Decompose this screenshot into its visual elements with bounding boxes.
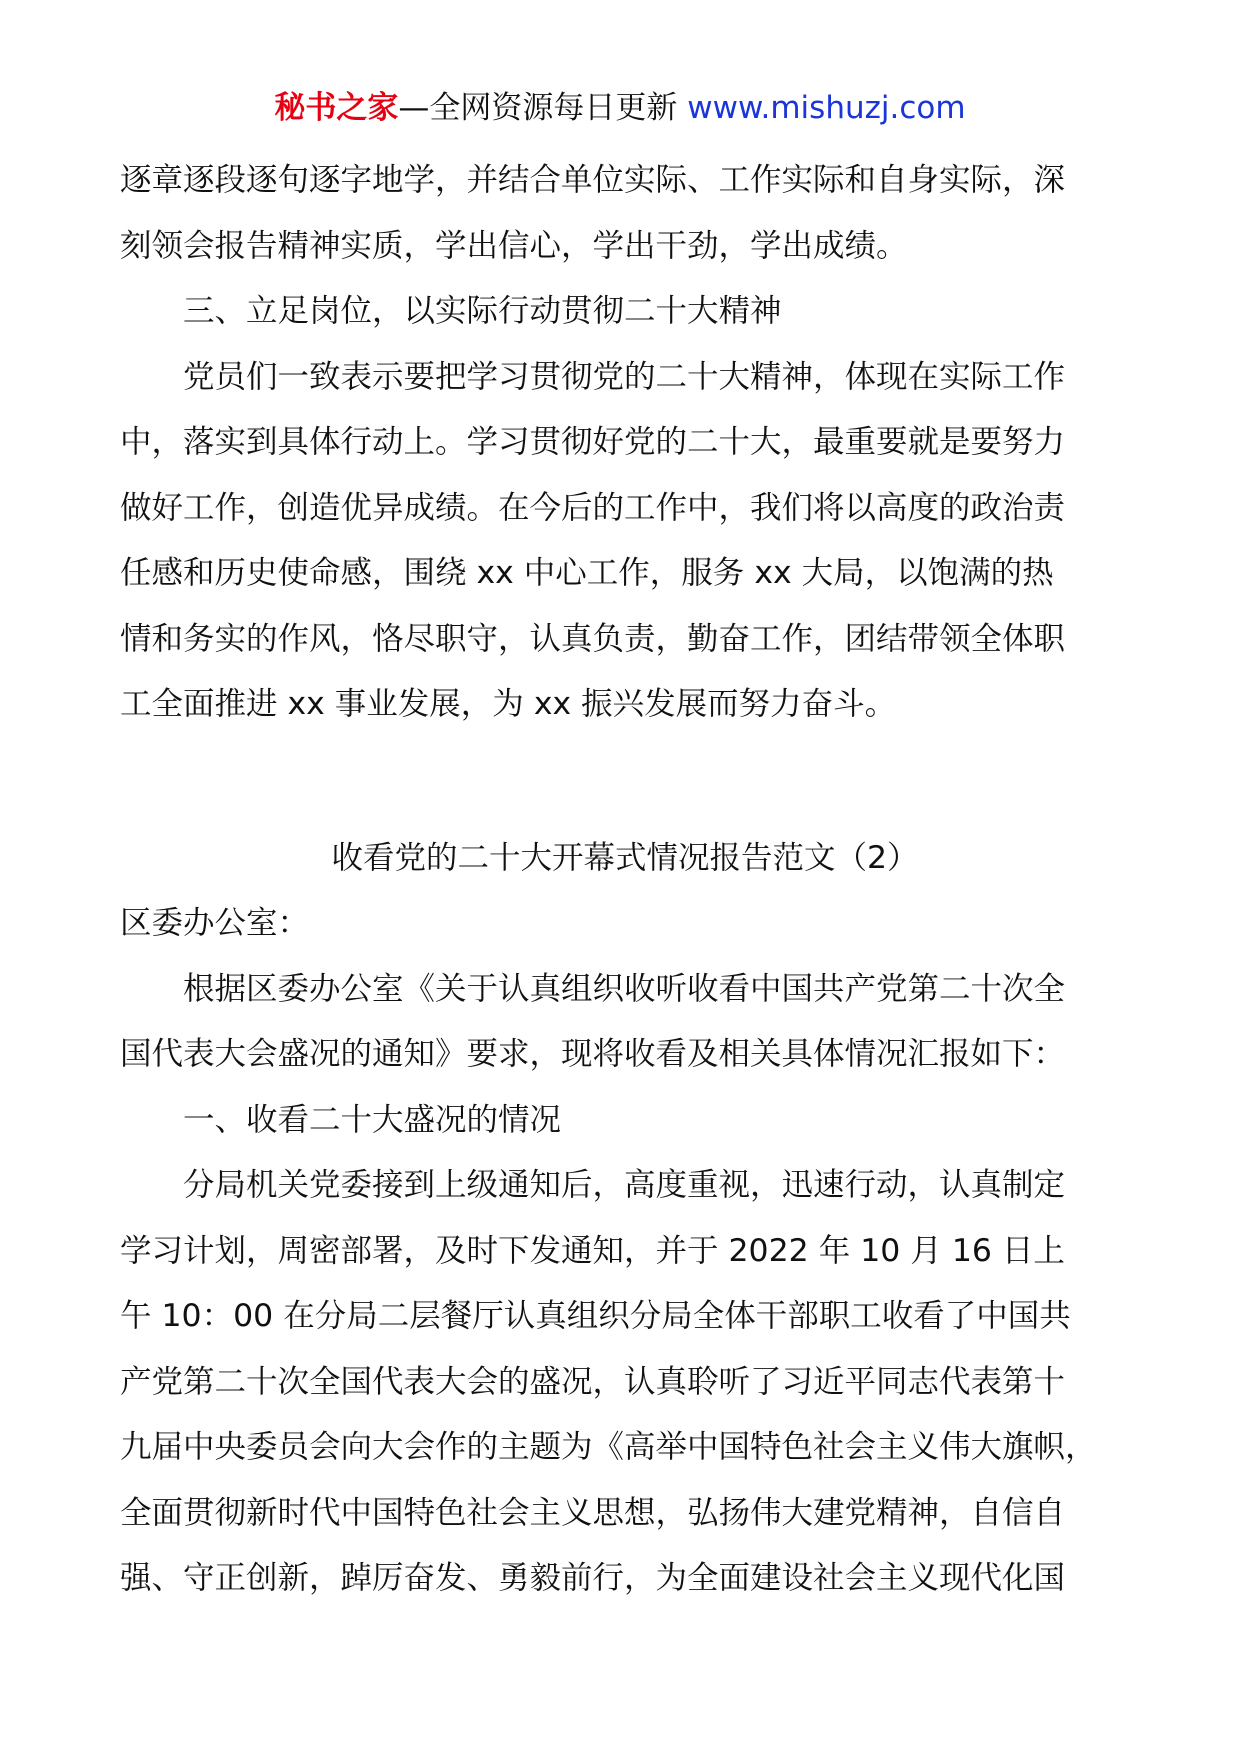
paragraph-line: 分局机关党委接到上级通知后，高度重视，迅速行动，认真制定 xyxy=(183,1167,1066,1203)
document-body xyxy=(120,148,1130,1612)
paragraph-line: 情和务实的作风，恪尽职守，认真负责，勤奋工作，团结带领全体职 xyxy=(120,620,1066,657)
paragraph-line: 党员们一致表示要把学习贯彻党的二十大精神，体现在实际工作 xyxy=(183,358,1066,395)
paragraph-line: 全面贯彻新时代中国特色社会主义思想，弘扬伟大建党精神，自信自 xyxy=(120,1494,1066,1531)
paragraph-line: 国代表大会盛况的通知》要求，现将收看及相关具体情况汇报如下： xyxy=(120,1036,1066,1072)
paragraph-line: 九届中央委员会向大会作的主题为《高举中国特色社会主义伟大旗帜， xyxy=(120,1429,1097,1465)
paragraph-line: 根据区委办公室《关于认真组织收听收看中国共产党第二十次全 xyxy=(183,970,1066,1007)
site-header xyxy=(0,86,1240,130)
site-url-link[interactable]: www.mishuzj.com xyxy=(687,90,966,126)
paragraph-line: 做好工作，创造优异成绩。在今后的工作中，我们将以高度的政治责 xyxy=(120,489,1066,526)
header-tagline: —全网资源每日更新 xyxy=(398,90,688,126)
paragraph-line: 产党第二十次全国代表大会的盛况，认真聆听了习近平同志代表第十 xyxy=(120,1363,1066,1400)
paragraph-line: 午 10：00 在分局二层餐厅认真组织分局全体干部职工收看了中国共 xyxy=(120,1298,1071,1334)
salutation: 区委办公室： xyxy=(120,905,310,941)
section-spacer xyxy=(120,738,1130,826)
section-heading: 一、收看二十大盛况的情况 xyxy=(183,1101,562,1138)
paragraph-line: 工全面推进 xx 事业发展，为 xx 振兴发展而努力奋斗。 xyxy=(120,686,897,722)
document-title: 收看党的二十大开幕式情况报告范文（2） xyxy=(331,839,919,876)
paragraph-line: 中，落实到具体行动上。学习贯彻好党的二十大，最重要就是要努力 xyxy=(120,424,1066,460)
paragraph-line: 强、守正创新，踔厉奋发、勇毅前行，为全面建设社会主义现代化国 xyxy=(120,1560,1066,1596)
paragraph-line: 任感和历史使命感，围绕 xx 中心工作，服务 xx 大局，以饱满的热 xyxy=(120,555,1054,591)
section-heading: 三、立足岗位，以实际行动贯彻二十大精神 xyxy=(183,293,782,329)
site-brand: 秘书之家 xyxy=(274,90,399,126)
paragraph-line: 逐章逐段逐句逐字地学，并结合单位实际、工作实际和自身实际，深 xyxy=(120,162,1066,198)
paragraph-line: 学习计划，周密部署，及时下发通知，并于 2022 年 10 月 16 日上 xyxy=(120,1232,1065,1269)
paragraph-line: 刻领会报告精神实质，学出信心，学出干劲，学出成绩。 xyxy=(120,227,908,264)
